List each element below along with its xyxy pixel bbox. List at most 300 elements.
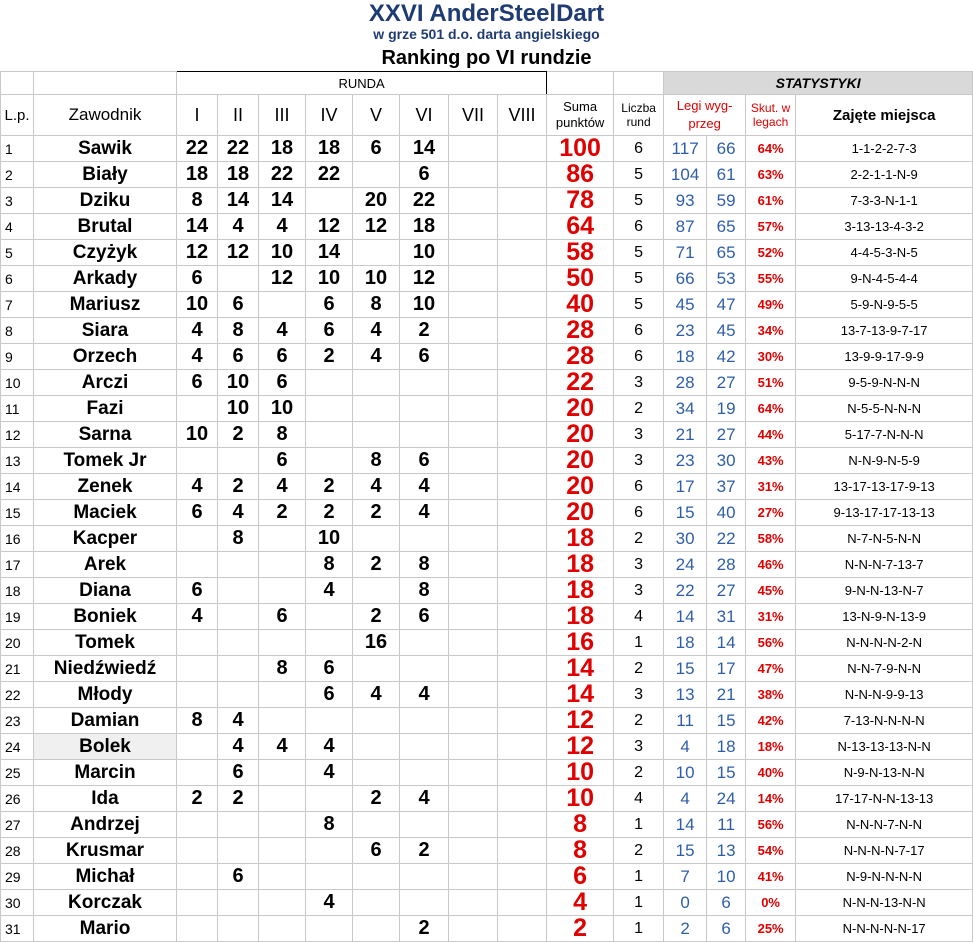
round-score: 12 xyxy=(400,266,449,292)
round-score xyxy=(449,578,498,604)
leg-efficiency: 45% xyxy=(746,578,796,604)
round-score xyxy=(218,266,259,292)
round-score: 4 xyxy=(218,500,259,526)
legs-won: 45 xyxy=(664,292,707,318)
legs-won: 7 xyxy=(664,864,707,890)
round-score xyxy=(400,422,449,448)
places-taken: 17-17-N-N-13-13 xyxy=(796,786,973,812)
total-points: 20 xyxy=(547,422,614,448)
legs-lost: 21 xyxy=(707,682,746,708)
row-lp: 13 xyxy=(1,448,34,474)
round-score xyxy=(259,812,306,838)
legs-lost: 17 xyxy=(707,656,746,682)
round-score xyxy=(498,604,547,630)
col-suma: Suma punktów xyxy=(547,95,614,136)
player-name: Arkady xyxy=(34,266,177,292)
round-score xyxy=(306,422,353,448)
table-row xyxy=(1,448,973,474)
round-score xyxy=(353,708,400,734)
table-row xyxy=(1,760,973,786)
page-title: XXVI AnderSteelDart xyxy=(368,0,605,27)
player-name: Diana xyxy=(34,578,177,604)
total-points: 20 xyxy=(547,448,614,474)
round-score: 12 xyxy=(306,214,353,240)
round-score xyxy=(353,812,400,838)
table-row xyxy=(1,812,973,838)
round-score xyxy=(449,890,498,916)
round-score xyxy=(449,656,498,682)
round-score xyxy=(306,448,353,474)
total-points: 100 xyxy=(547,136,614,162)
places-taken: 1-1-2-2-7-3 xyxy=(796,136,973,162)
leg-efficiency: 64% xyxy=(746,136,796,162)
round-score: 14 xyxy=(259,188,306,214)
table-row xyxy=(1,266,973,292)
round-score xyxy=(498,396,547,422)
round-score: 18 xyxy=(218,162,259,188)
leg-efficiency: 49% xyxy=(746,292,796,318)
round-score: 6 xyxy=(259,448,306,474)
total-points: 20 xyxy=(547,474,614,500)
row-lp: 22 xyxy=(1,682,34,708)
legs-lost: 65 xyxy=(707,240,746,266)
places-taken: N-N-N-N-N-17 xyxy=(796,916,973,942)
round-score xyxy=(177,396,218,422)
round-score xyxy=(218,552,259,578)
round-score: 4 xyxy=(177,474,218,500)
round-score xyxy=(498,552,547,578)
round-score: 4 xyxy=(218,734,259,760)
round-score: 6 xyxy=(259,604,306,630)
round-score xyxy=(177,656,218,682)
rounds-played: 6 xyxy=(614,318,664,344)
round-score xyxy=(449,682,498,708)
row-lp: 30 xyxy=(1,890,34,916)
round-score xyxy=(498,838,547,864)
round-score: 2 xyxy=(306,344,353,370)
round-score: 6 xyxy=(177,266,218,292)
player-name: Michał xyxy=(34,864,177,890)
player-name: Korczak xyxy=(34,890,177,916)
round-score xyxy=(498,864,547,890)
legs-lost: 47 xyxy=(707,292,746,318)
round-score: 8 xyxy=(353,292,400,318)
leg-efficiency: 54% xyxy=(746,838,796,864)
legs-lost: 22 xyxy=(707,526,746,552)
round-score: 10 xyxy=(306,266,353,292)
rounds-played: 2 xyxy=(614,526,664,552)
round-score: 4 xyxy=(353,474,400,500)
round-score xyxy=(353,240,400,266)
leg-efficiency: 40% xyxy=(746,760,796,786)
ranking-table xyxy=(0,71,973,942)
row-lp: 24 xyxy=(1,734,34,760)
legs-won: 23 xyxy=(664,448,707,474)
round-score: 10 xyxy=(400,292,449,318)
leg-efficiency: 30% xyxy=(746,344,796,370)
round-score xyxy=(218,838,259,864)
round-score: 18 xyxy=(306,136,353,162)
leg-efficiency: 51% xyxy=(746,370,796,396)
col-round-8: VIII xyxy=(498,95,547,136)
round-score: 8 xyxy=(353,448,400,474)
places-taken: N-N-N-13-N-N xyxy=(796,890,973,916)
round-score: 4 xyxy=(218,708,259,734)
round-score xyxy=(177,552,218,578)
round-score xyxy=(218,578,259,604)
legs-lost: 66 xyxy=(707,136,746,162)
round-score xyxy=(353,162,400,188)
round-score: 20 xyxy=(353,188,400,214)
round-score: 22 xyxy=(218,136,259,162)
round-score: 10 xyxy=(259,396,306,422)
round-score xyxy=(218,448,259,474)
round-score xyxy=(449,396,498,422)
round-score: 4 xyxy=(306,760,353,786)
round-score: 18 xyxy=(177,162,218,188)
table-row xyxy=(1,656,973,682)
legs-lost: 27 xyxy=(707,370,746,396)
round-score: 4 xyxy=(259,474,306,500)
places-taken: 7-13-N-N-N-N xyxy=(796,708,973,734)
round-score: 14 xyxy=(218,188,259,214)
round-score: 2 xyxy=(353,552,400,578)
round-score: 2 xyxy=(400,916,449,942)
col-legi: Legi wyg-przeg xyxy=(664,95,746,136)
row-lp: 6 xyxy=(1,266,34,292)
rounds-played: 5 xyxy=(614,162,664,188)
legs-lost: 65 xyxy=(707,214,746,240)
round-score: 6 xyxy=(400,604,449,630)
round-score: 6 xyxy=(218,344,259,370)
player-name: Arek xyxy=(34,552,177,578)
round-score: 14 xyxy=(177,214,218,240)
round-score xyxy=(498,916,547,942)
places-taken: 4-4-5-3-N-5 xyxy=(796,240,973,266)
rounds-played: 3 xyxy=(614,578,664,604)
round-score xyxy=(306,916,353,942)
round-score: 6 xyxy=(306,292,353,318)
rounds-played: 6 xyxy=(614,474,664,500)
round-score: 6 xyxy=(259,344,306,370)
leg-efficiency: 46% xyxy=(746,552,796,578)
round-score xyxy=(353,864,400,890)
legs-won: 17 xyxy=(664,474,707,500)
round-score xyxy=(353,526,400,552)
round-score xyxy=(498,266,547,292)
round-score xyxy=(449,734,498,760)
round-score: 4 xyxy=(259,734,306,760)
round-score xyxy=(259,760,306,786)
round-score xyxy=(259,838,306,864)
round-score xyxy=(259,682,306,708)
round-score xyxy=(449,604,498,630)
total-points: 12 xyxy=(547,734,614,760)
round-score: 8 xyxy=(259,422,306,448)
leg-efficiency: 41% xyxy=(746,864,796,890)
legs-lost: 27 xyxy=(707,422,746,448)
round-score: 10 xyxy=(177,292,218,318)
round-score: 4 xyxy=(177,344,218,370)
round-score xyxy=(218,656,259,682)
table-row xyxy=(1,474,973,500)
col-round-7: VII xyxy=(449,95,498,136)
player-name: Kacper xyxy=(34,526,177,552)
round-score xyxy=(353,916,400,942)
table-row xyxy=(1,422,973,448)
total-points: 28 xyxy=(547,344,614,370)
total-points: 2 xyxy=(547,916,614,942)
round-score xyxy=(306,188,353,214)
col-round-1: I xyxy=(177,95,218,136)
places-taken: 13-17-13-17-9-13 xyxy=(796,474,973,500)
round-score xyxy=(306,864,353,890)
round-score xyxy=(259,708,306,734)
row-lp: 23 xyxy=(1,708,34,734)
row-lp: 20 xyxy=(1,630,34,656)
player-name: Niedźwiedź xyxy=(34,656,177,682)
runda-header: RUNDA xyxy=(177,72,547,95)
round-score xyxy=(449,448,498,474)
legs-won: 21 xyxy=(664,422,707,448)
round-score: 6 xyxy=(306,318,353,344)
round-score: 10 xyxy=(353,266,400,292)
player-name: Boniek xyxy=(34,604,177,630)
table-row xyxy=(1,864,973,890)
leg-efficiency: 43% xyxy=(746,448,796,474)
leg-efficiency: 56% xyxy=(746,630,796,656)
round-score: 4 xyxy=(259,318,306,344)
rounds-played: 3 xyxy=(614,448,664,474)
legs-lost: 6 xyxy=(707,916,746,942)
legs-lost: 13 xyxy=(707,838,746,864)
legs-won: 14 xyxy=(664,812,707,838)
round-score xyxy=(353,370,400,396)
ranking-body xyxy=(1,136,973,942)
legs-won: 18 xyxy=(664,630,707,656)
places-taken: N-N-7-9-N-N xyxy=(796,656,973,682)
total-points: 28 xyxy=(547,318,614,344)
round-score xyxy=(498,890,547,916)
total-points: 20 xyxy=(547,500,614,526)
row-lp: 25 xyxy=(1,760,34,786)
round-score: 4 xyxy=(400,682,449,708)
legs-won: 13 xyxy=(664,682,707,708)
legs-lost: 15 xyxy=(707,760,746,786)
player-name: Sarna xyxy=(34,422,177,448)
legs-won: 15 xyxy=(664,838,707,864)
rounds-played: 3 xyxy=(614,422,664,448)
legs-won: 23 xyxy=(664,318,707,344)
round-score: 2 xyxy=(353,604,400,630)
legs-lost: 61 xyxy=(707,162,746,188)
round-score xyxy=(449,318,498,344)
round-score: 8 xyxy=(177,188,218,214)
leg-efficiency: 38% xyxy=(746,682,796,708)
legs-won: 4 xyxy=(664,786,707,812)
row-lp: 26 xyxy=(1,786,34,812)
row-lp: 21 xyxy=(1,656,34,682)
total-points: 18 xyxy=(547,604,614,630)
round-score xyxy=(177,448,218,474)
round-score: 18 xyxy=(259,136,306,162)
round-score xyxy=(498,370,547,396)
round-score xyxy=(259,864,306,890)
col-liczba-rund: Liczba rund xyxy=(614,95,664,136)
col-lp: L.p. xyxy=(1,95,34,136)
places-taken: 9-N-4-5-4-4 xyxy=(796,266,973,292)
row-lp: 8 xyxy=(1,318,34,344)
player-name: Marcin xyxy=(34,760,177,786)
leg-efficiency: 27% xyxy=(746,500,796,526)
round-score xyxy=(400,812,449,838)
legs-won: 87 xyxy=(664,214,707,240)
round-score: 2 xyxy=(306,474,353,500)
col-zawodnik: Zawodnik xyxy=(34,95,177,136)
legs-won: 93 xyxy=(664,188,707,214)
total-points: 14 xyxy=(547,656,614,682)
total-points: 8 xyxy=(547,812,614,838)
round-score xyxy=(400,760,449,786)
round-score xyxy=(498,188,547,214)
places-taken: 9-N-N-13-N-7 xyxy=(796,578,973,604)
places-taken: 13-N-9-N-13-9 xyxy=(796,604,973,630)
rounds-played: 1 xyxy=(614,630,664,656)
round-score: 4 xyxy=(353,318,400,344)
round-score: 2 xyxy=(177,786,218,812)
legs-lost: 10 xyxy=(707,864,746,890)
round-score: 6 xyxy=(259,370,306,396)
round-score xyxy=(177,890,218,916)
round-score xyxy=(498,162,547,188)
round-score: 4 xyxy=(218,214,259,240)
round-score: 12 xyxy=(353,214,400,240)
player-name: Tomek xyxy=(34,630,177,656)
round-score xyxy=(400,396,449,422)
round-score xyxy=(353,890,400,916)
table-row xyxy=(1,890,973,916)
legs-lost: 40 xyxy=(707,500,746,526)
row-lp: 12 xyxy=(1,422,34,448)
legs-lost: 37 xyxy=(707,474,746,500)
legs-won: 14 xyxy=(664,604,707,630)
leg-efficiency: 57% xyxy=(746,214,796,240)
rounds-played: 2 xyxy=(614,708,664,734)
round-score xyxy=(177,630,218,656)
round-score: 6 xyxy=(218,292,259,318)
player-name: Damian xyxy=(34,708,177,734)
round-score: 22 xyxy=(306,162,353,188)
table-row xyxy=(1,240,973,266)
player-name: Biały xyxy=(34,162,177,188)
round-score xyxy=(498,136,547,162)
round-score: 6 xyxy=(400,344,449,370)
rounds-played: 2 xyxy=(614,838,664,864)
places-taken: N-13-13-13-N-N xyxy=(796,734,973,760)
leg-efficiency: 31% xyxy=(746,474,796,500)
round-score: 6 xyxy=(400,162,449,188)
leg-efficiency: 56% xyxy=(746,812,796,838)
round-score: 10 xyxy=(259,240,306,266)
col-round-4: IV xyxy=(306,95,353,136)
round-score xyxy=(449,266,498,292)
round-score: 8 xyxy=(306,552,353,578)
col-round-5: V xyxy=(353,95,400,136)
legs-won: 15 xyxy=(664,500,707,526)
round-score: 10 xyxy=(306,526,353,552)
leg-efficiency: 14% xyxy=(746,786,796,812)
round-score: 8 xyxy=(306,812,353,838)
table-row xyxy=(1,916,973,942)
total-points: 18 xyxy=(547,578,614,604)
legs-lost: 6 xyxy=(707,890,746,916)
round-score: 6 xyxy=(177,500,218,526)
places-taken: N-N-N-7-N-N xyxy=(796,812,973,838)
table-row xyxy=(1,500,973,526)
round-score xyxy=(449,474,498,500)
round-score: 4 xyxy=(177,604,218,630)
round-score: 8 xyxy=(218,318,259,344)
table-row xyxy=(1,604,973,630)
table-row xyxy=(1,578,973,604)
rounds-played: 6 xyxy=(614,344,664,370)
round-score xyxy=(400,370,449,396)
row-lp: 1 xyxy=(1,136,34,162)
round-score xyxy=(400,526,449,552)
rounds-played: 6 xyxy=(614,136,664,162)
round-score xyxy=(400,864,449,890)
rounds-played: 1 xyxy=(614,864,664,890)
player-name: Arczi xyxy=(34,370,177,396)
round-score xyxy=(400,734,449,760)
round-score: 6 xyxy=(218,864,259,890)
round-score xyxy=(449,812,498,838)
legs-won: 18 xyxy=(664,344,707,370)
row-lp: 29 xyxy=(1,864,34,890)
round-score: 2 xyxy=(259,500,306,526)
leg-efficiency: 31% xyxy=(746,604,796,630)
round-score xyxy=(498,318,547,344)
player-name: Andrzej xyxy=(34,812,177,838)
total-points: 78 xyxy=(547,188,614,214)
round-score xyxy=(306,630,353,656)
round-score xyxy=(400,630,449,656)
round-score: 4 xyxy=(177,318,218,344)
round-score: 6 xyxy=(177,370,218,396)
round-score xyxy=(353,422,400,448)
total-points: 14 xyxy=(547,682,614,708)
round-score xyxy=(353,760,400,786)
legs-lost: 27 xyxy=(707,578,746,604)
total-points: 86 xyxy=(547,162,614,188)
round-score: 2 xyxy=(306,500,353,526)
round-score xyxy=(259,786,306,812)
round-score xyxy=(449,136,498,162)
row-lp: 11 xyxy=(1,396,34,422)
places-taken: 13-7-13-9-7-17 xyxy=(796,318,973,344)
round-score xyxy=(498,812,547,838)
leg-efficiency: 42% xyxy=(746,708,796,734)
round-score xyxy=(306,708,353,734)
round-score: 6 xyxy=(177,578,218,604)
round-score xyxy=(259,292,306,318)
legs-lost: 19 xyxy=(707,396,746,422)
round-score xyxy=(177,916,218,942)
total-points: 12 xyxy=(547,708,614,734)
places-taken: N-9-N-13-N-N xyxy=(796,760,973,786)
round-score xyxy=(177,526,218,552)
round-score xyxy=(353,578,400,604)
